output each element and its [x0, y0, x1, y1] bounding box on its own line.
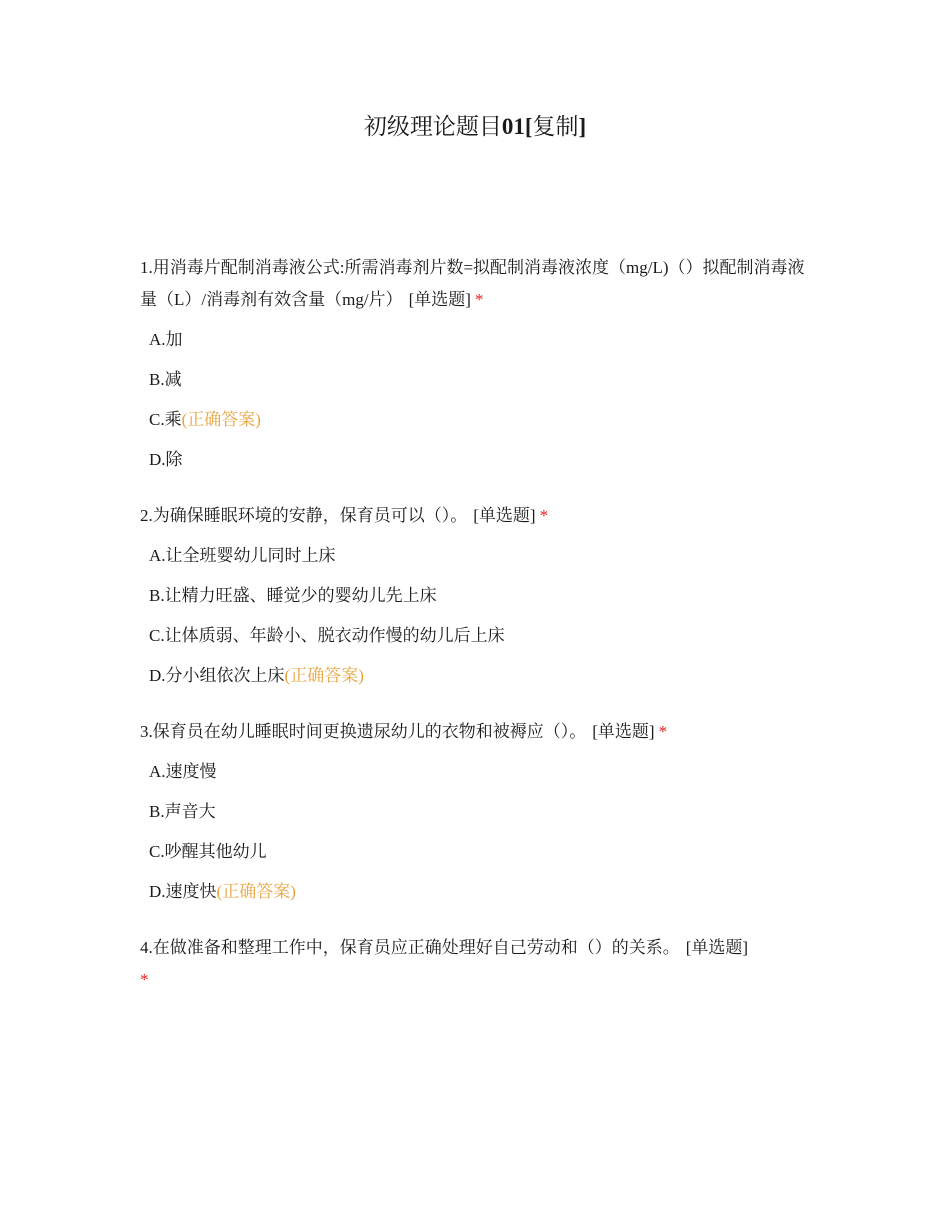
correct-answer-tag: (正确答案)	[284, 666, 364, 685]
option-text: C.让体质弱、年龄小、脱衣动作慢的幼儿后上床	[149, 626, 505, 645]
question-text: 4.在做准备和整理工作中，保育员应正确处理好自己劳动和（）的关系。	[140, 938, 680, 957]
option-text: A.加	[149, 330, 183, 349]
option-text: B.声音大	[149, 802, 216, 821]
page-title	[0, 112, 950, 142]
question-stem	[140, 252, 820, 316]
question-3	[140, 716, 820, 904]
option-list	[140, 544, 820, 688]
option-text: B.让精力旺盛、睡觉少的婴幼儿先上床	[149, 586, 437, 605]
question-type-label: [单选题]	[685, 938, 749, 957]
correct-answer-tag: (正确答案)	[216, 882, 296, 901]
question-1	[140, 252, 820, 472]
option-text: C.乘	[149, 410, 182, 429]
option-list	[140, 760, 820, 904]
option-item	[149, 880, 820, 904]
question-stem	[140, 932, 820, 996]
correct-answer-tag: (正确答案)	[181, 410, 261, 429]
option-item	[149, 624, 820, 648]
option-text: D.分小组依次上床	[149, 666, 285, 685]
required-marker: *	[539, 506, 549, 525]
option-item	[149, 800, 820, 824]
option-text: D.速度快	[149, 882, 217, 901]
question-type-label: [单选题]	[592, 722, 655, 741]
option-item	[149, 448, 820, 472]
question-2	[140, 500, 820, 688]
title-number: 01[	[501, 114, 533, 139]
title-close: ]	[578, 114, 587, 139]
option-text: C.吵醒其他幼儿	[149, 842, 267, 861]
option-item	[149, 408, 820, 432]
option-item	[149, 544, 820, 568]
option-item	[149, 328, 820, 352]
title-copy: 复制	[532, 114, 579, 139]
question-stem	[140, 500, 820, 532]
question-4	[140, 932, 820, 996]
required-marker: *	[474, 290, 484, 309]
question-type-label: [单选题]	[473, 506, 536, 525]
option-text: A.速度慢	[149, 762, 217, 781]
option-item	[149, 368, 820, 392]
required-marker: *	[658, 722, 668, 741]
question-text: 1.用消毒片配制消毒液公式:所需消毒剂片数=拟配制消毒液浓度（mg/L)（）拟配制消毒液量（L）/消毒剂有效含量（mg/片）	[140, 258, 805, 309]
option-item	[149, 840, 820, 864]
option-item	[149, 664, 820, 688]
question-list	[140, 252, 820, 1024]
option-list	[140, 328, 820, 472]
option-text: B.减	[149, 370, 182, 389]
question-text: 2.为确保睡眠环境的安静，保育员可以（）。	[140, 506, 468, 525]
required-marker: *	[140, 970, 149, 989]
question-type-label: [单选题]	[408, 290, 471, 309]
option-item	[149, 584, 820, 608]
option-item	[149, 760, 820, 784]
question-text: 3.保育员在幼儿睡眠时间更换遗尿幼儿的衣物和被褥应（）。	[140, 722, 587, 741]
title-main: 初级理论题目	[363, 114, 502, 139]
option-text: D.除	[149, 450, 183, 469]
question-stem	[140, 716, 820, 748]
option-text: A.让全班婴幼儿同时上床	[149, 546, 336, 565]
